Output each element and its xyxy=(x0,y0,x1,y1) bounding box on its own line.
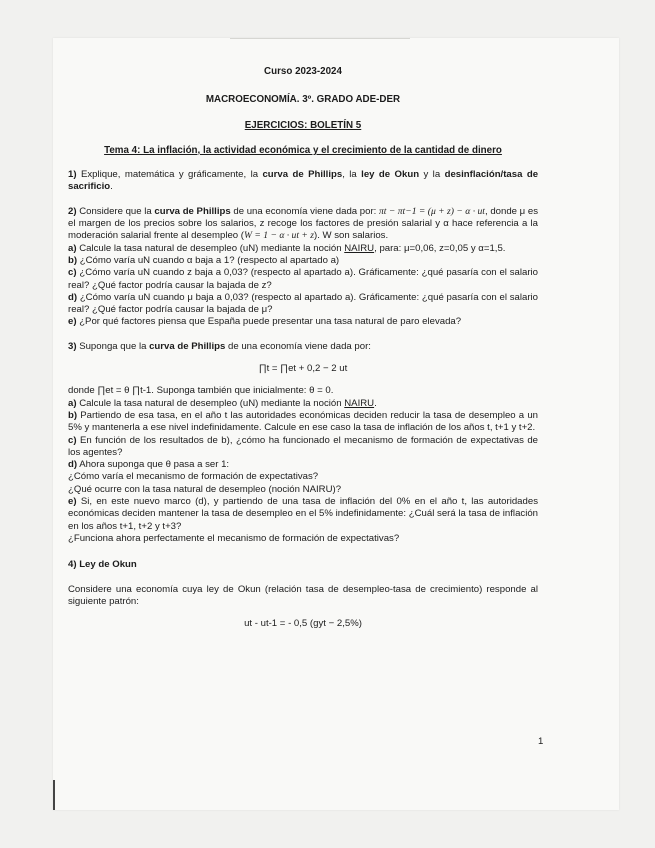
wage-formula: W = 1 − α · ut + z xyxy=(243,230,315,242)
phillips-formula: πt − πt−1 = (μ + z) − α · ut xyxy=(379,205,485,217)
page-number: 1 xyxy=(538,736,544,747)
keyword: desinflación/tasa de sacrificio xyxy=(68,169,539,193)
question-3a: a) Calcule la tasa natural de desempleo (uN) mediante la noción NAIRU. xyxy=(68,397,377,409)
question-number: 2) xyxy=(68,205,77,217)
question-4-text: Considere una economía cuya ley de Okun (relación tasa de desempleo-tasa de crecimiento) responde al siguiente patrón: xyxy=(68,583,538,607)
keyword: ley de Okun xyxy=(361,169,420,181)
subject-title: MACROECONOMÍA. 3º. GRADO ADE-DER xyxy=(205,94,401,106)
question-3d: d) Ahora suponga que θ pasa a ser 1: xyxy=(68,459,230,471)
question-3d-q1: ¿Cómo varía el mecanismo de formación de expectativas? xyxy=(68,471,319,483)
document-content xyxy=(68,66,538,640)
question-3e: e) Si, en este nuevo marco (d), y partiendo de una tasa de inflación del 0% en el año t, las autoridades económicas deciden mantener la tasa de desempleo en el 5% indefinidamente: ¿Cuál será la tasa de inflación en los años t+1, t+2 y t+3? xyxy=(68,496,538,532)
page-edge-line xyxy=(230,38,410,39)
boletin-title: EJERCICIOS: BOLETÍN 5 xyxy=(244,119,362,131)
scan-edge-mark xyxy=(53,780,55,810)
question-3b: b) Partiendo de esa tasa, en el año t las autoridades económicas deciden reducir la tasa de desempleo a un 5% y mantenerla a ese nivel indefinidamente. Calcule en ese caso la tasa de inflación de los años t, t+1 y t+2. xyxy=(68,409,538,434)
question-2c: c) ¿Cómo varía uN cuando z baja a 0,03? (respecto al apartado a). Gráficamente: ¿qué pasaría con el salario real? ¿Qué factor podría causar la bajada de z? xyxy=(68,267,538,291)
keyword: curva de Phillips xyxy=(154,205,231,217)
question-1: 1) Explique, matemática y gráficamente, la curva de Phillips, la ley de Okun y la desinflación/tasa de sacrificio. xyxy=(68,169,539,193)
course-year: Curso 2023-2024 xyxy=(264,66,342,77)
keyword: curva de Phillips xyxy=(262,169,343,181)
question-2a: a) Calcule la tasa natural de desempleo (uN) mediante la noción NAIRU, para: μ=0,06, z=0,05 y α=1,5. xyxy=(68,242,506,254)
question-2e: e) ¿Por qué factores piensa que España puede presentar una tasa natural de paro elevada? xyxy=(68,316,462,328)
question-number: 3) xyxy=(68,340,77,352)
question-2: 2) Considere que la curva de Phillips de una economía viene dada por: πt − πt−1 = (μ + z) − α · ut, donde μ es el margen de los precios sobre los salarios, z recoge los factores de presión salarial y α hace referencia a la moderación salarial frente al desempleo (W = 1 − α · ut + z). W son salarios. xyxy=(68,205,538,242)
nairu-term: NAIRU xyxy=(344,397,375,409)
okun-formula: ut - ut-1 = - 0,5 (gyt − 2,5%) xyxy=(244,618,362,630)
phillips-formula-3: ∏t = ∏et + 0,2 − 2 ut xyxy=(258,363,348,375)
question-3-where: donde ∏et = θ ∏t-1. Suponga también que inicialmente: θ = 0. xyxy=(68,385,334,397)
question-3c: c) En función de los resultados de b), ¿cómo ha funcionado el mecanismo de formación de expectativas de los agentes? xyxy=(68,434,538,458)
question-3: 3) Suponga que la curva de Phillips de una economía viene dada por: xyxy=(68,340,371,352)
question-3d-q2: ¿Qué ocurre con la tasa natural de desempleo (noción NAIRU)? xyxy=(68,483,342,495)
question-4-title: 4) Ley de Okun xyxy=(68,559,137,571)
nairu-term: NAIRU xyxy=(344,242,375,254)
keyword: curva de Phillips xyxy=(149,340,226,352)
tema-title: Tema 4: La inflación, la actividad económica y el crecimiento de la cantidad de dinero xyxy=(104,144,502,156)
question-3e-q2: ¿Funciona ahora perfectamente el mecanismo de formación de expectativas? xyxy=(68,532,400,544)
question-number: 1) xyxy=(68,169,77,181)
question-2b: b) ¿Cómo varía uN cuando α baja a 1? (respecto al apartado a) xyxy=(68,254,340,266)
question-2d: d) ¿Cómo varía uN cuando μ baja a 0,03? (respecto al apartado a). Gráficamente: ¿qué pasaría con el salario real? ¿Qué factor podría causar la bajada de μ? xyxy=(68,291,538,316)
